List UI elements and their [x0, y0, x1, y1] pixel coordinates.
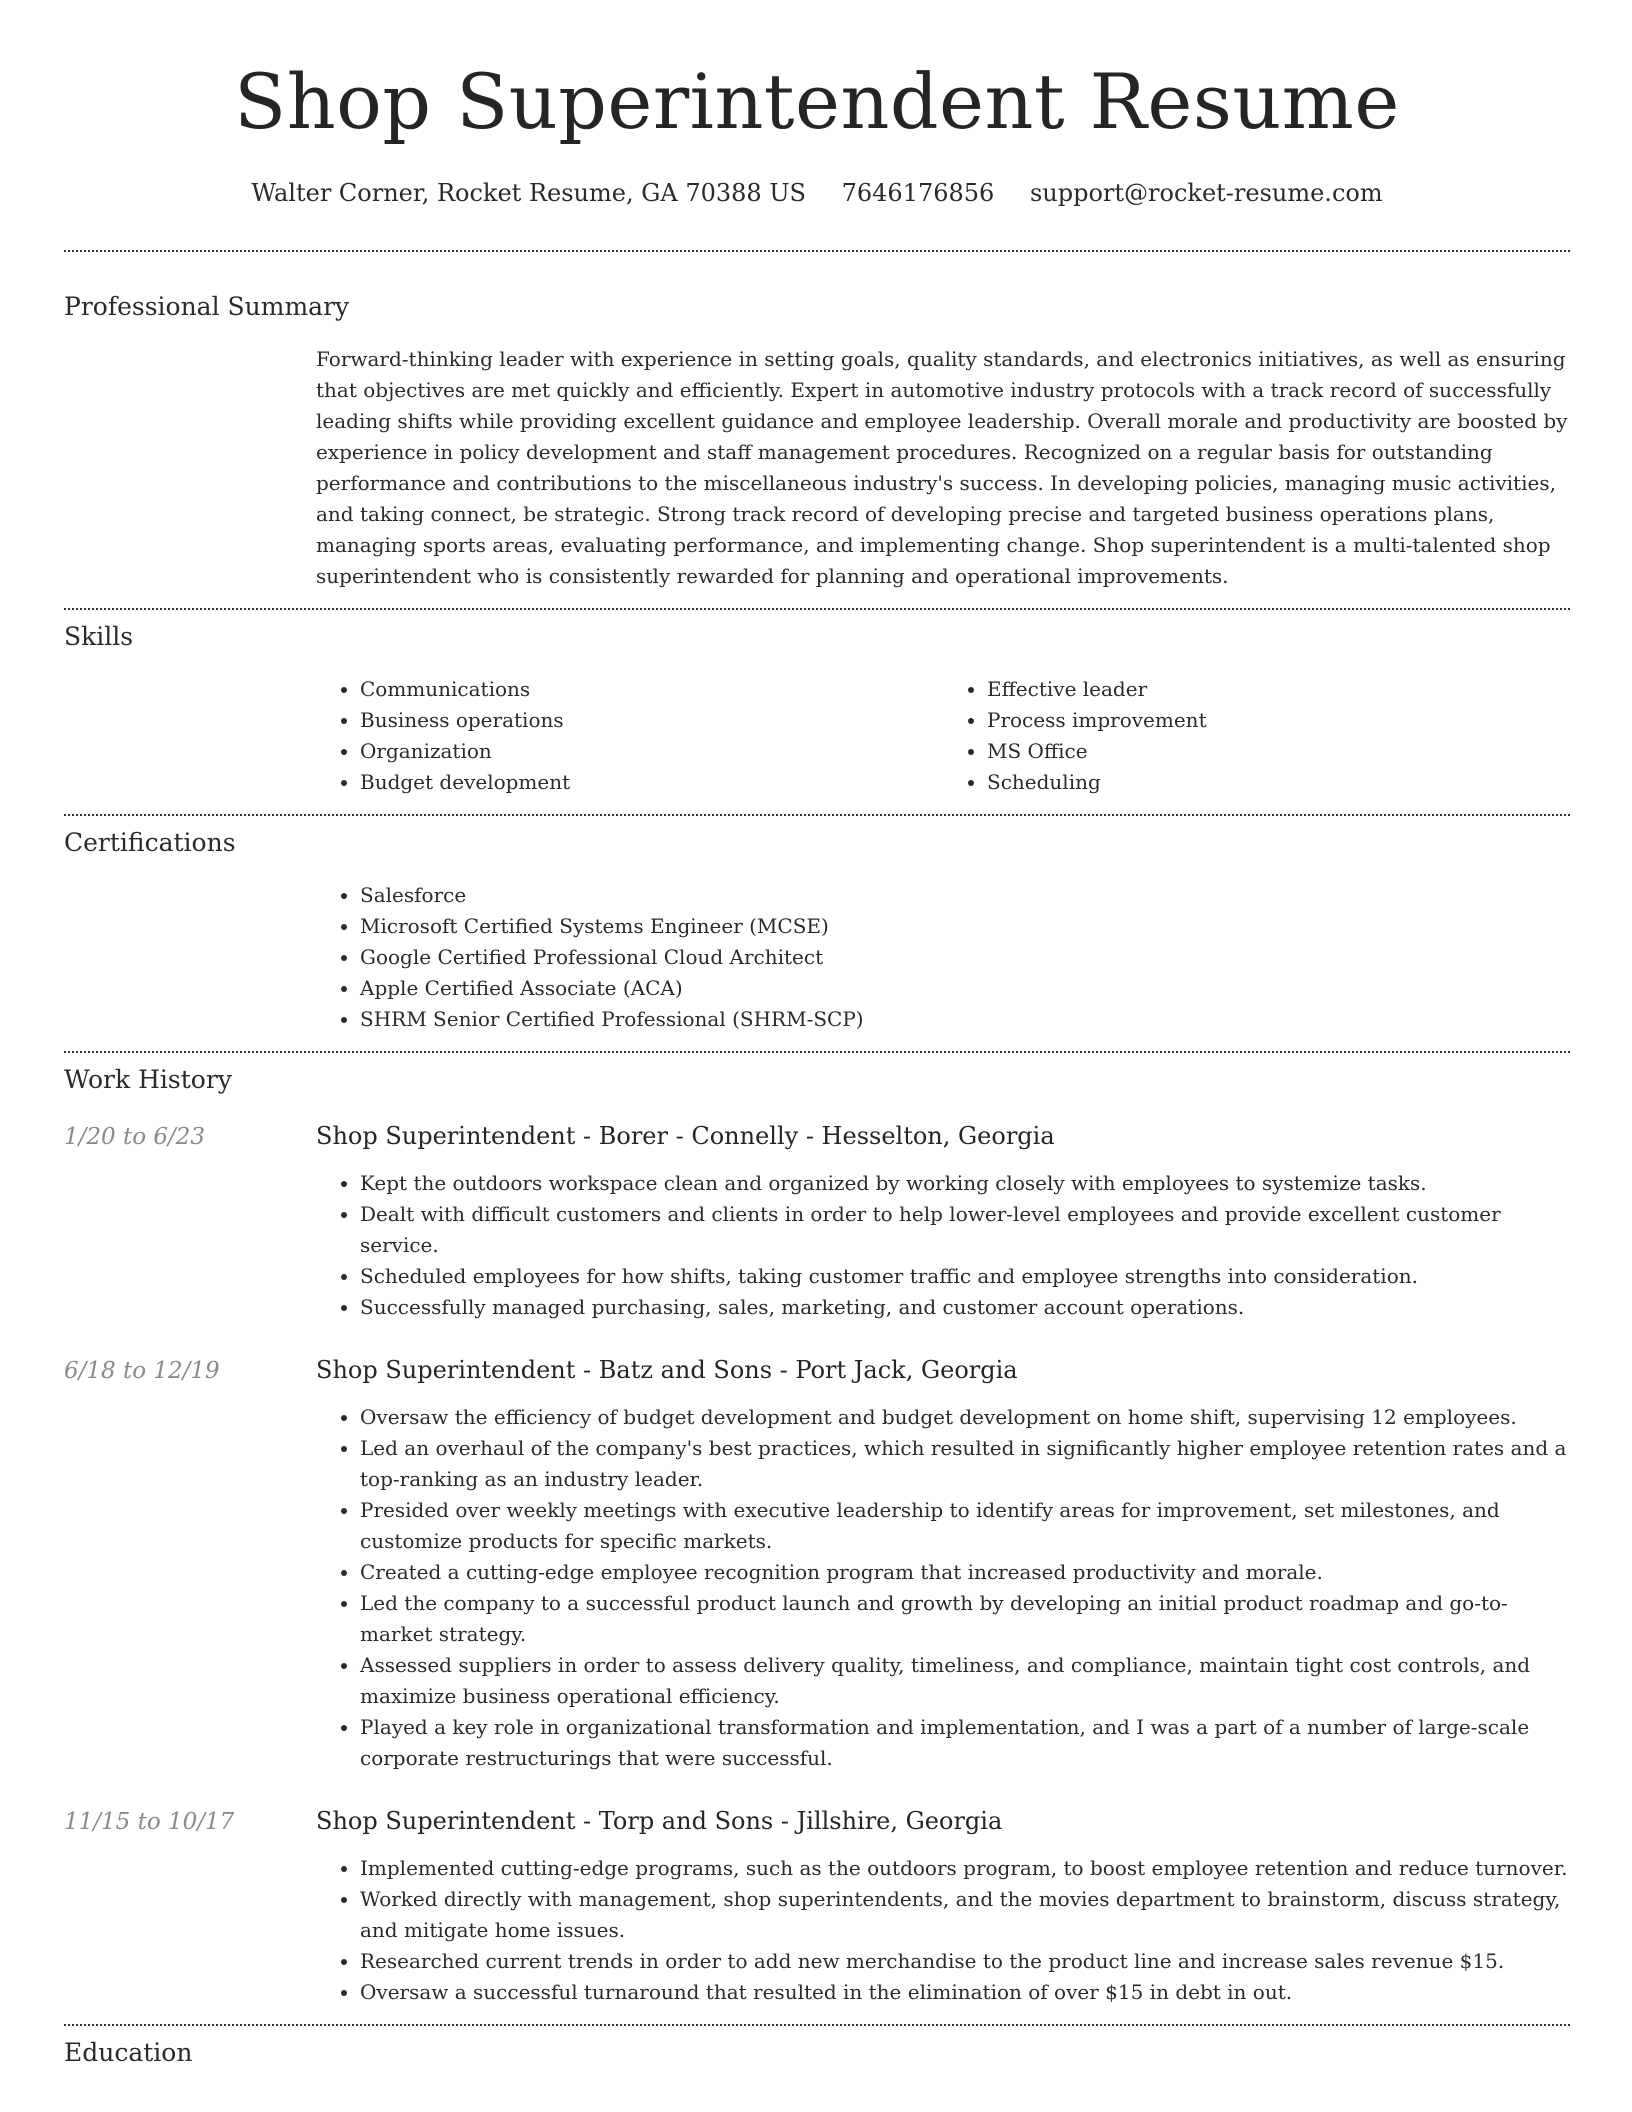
job-bullet: • Oversaw a successful turnaround that resulted in the elimination of over $15 in debt in out. — [360, 1977, 1570, 2008]
summary-heading: Professional Summary — [64, 292, 350, 321]
divider — [64, 2024, 1570, 2026]
skill-item: • Process improvement — [987, 705, 1570, 736]
job-bullet: • Scheduled employees for how shifts, taking customer traffic and employee strengths into consideration. — [360, 1261, 1570, 1292]
certification-item: • SHRM Senior Certified Professional (SHRM-SCP) — [360, 1004, 1570, 1035]
job-bullet: • Oversaw the efficiency of budget development and budget development on home shift, supervising 12 employees. — [360, 1402, 1570, 1433]
skills-list-left — [316, 674, 943, 798]
certification-item: • Salesforce — [360, 880, 1570, 911]
skills-section — [64, 620, 1570, 798]
contact-address: Walter Corner, Rocket Resume, GA 70388 US — [251, 179, 806, 207]
certifications-list — [316, 880, 1570, 1035]
job-bullets — [316, 1168, 1570, 1323]
job-entry — [64, 1353, 1570, 1774]
work-history-section — [64, 1063, 1570, 2008]
job-bullets — [316, 1402, 1570, 1774]
job-date: 6/18 to 12/19 — [64, 1358, 220, 1384]
job-date: 11/15 to 10/17 — [64, 1809, 235, 1835]
resume-title: Shop Superintendent Resume — [234, 57, 1400, 146]
job-bullet: • Presided over weekly meetings with executive leadership to identify areas for improvement, set milestones, and customize products for specific markets. — [360, 1495, 1570, 1557]
job-title: Shop Superintendent - Borer - Connelly - Hesselton, Georgia — [316, 1122, 1055, 1150]
job-bullet: • Led the company to a successful product launch and growth by developing an initial product roadmap and go-to-market strategy. — [360, 1588, 1570, 1650]
certifications-heading: Certifications — [64, 828, 236, 857]
skill-item: • Communications — [360, 674, 943, 705]
job-date: 1/20 to 6/23 — [64, 1124, 206, 1150]
job-bullet: • Assessed suppliers in order to assess delivery quality, timeliness, and compliance, maintain tight cost controls, and maximize business operational efficiency. — [360, 1650, 1570, 1712]
divider — [64, 1051, 1570, 1053]
certification-item: • Apple Certified Associate (ACA) — [360, 973, 1570, 1004]
job-bullet: • Kept the outdoors workspace clean and organized by working closely with employees to systemize tasks. — [360, 1168, 1570, 1199]
job-bullet: • Worked directly with management, shop superintendents, and the movies department to brainstorm, discuss strategy, and mitigate home issues. — [360, 1884, 1570, 1946]
job-bullet: • Researched current trends in order to add new merchandise to the product line and increase sales revenue $15. — [360, 1946, 1570, 1977]
job-bullet: • Played a key role in organizational transformation and implementation, and I was a part of a number of large-scale corporate restructurings that were successful. — [360, 1712, 1570, 1774]
summary-section — [64, 290, 1570, 592]
education-section — [64, 2036, 1570, 2070]
contact-line — [64, 176, 1570, 210]
skill-item: • Business operations — [360, 705, 943, 736]
job-bullet: • Led an overhaul of the company's best practices, which resulted in significantly higher employee retention rates and a top-ranking as an industry leader. — [360, 1433, 1570, 1495]
skills-list-right — [943, 674, 1570, 798]
divider — [64, 814, 1570, 816]
job-entry — [64, 1804, 1570, 2008]
contact-email: support@rocket-resume.com — [1029, 179, 1383, 207]
skill-item: • Scheduling — [987, 767, 1570, 798]
skill-item: • MS Office — [987, 736, 1570, 767]
job-title: Shop Superintendent - Torp and Sons - Jillshire, Georgia — [316, 1807, 1003, 1835]
skill-item: • Effective leader — [987, 674, 1570, 705]
skill-item: • Organization — [360, 736, 943, 767]
job-bullet: • Implemented cutting-edge programs, such as the outdoors program, to boost employee retention and reduce turnover. — [360, 1853, 1570, 1884]
job-entry — [64, 1119, 1570, 1323]
skills-heading: Skills — [64, 622, 134, 651]
certification-item: • Microsoft Certified Systems Engineer (MCSE) — [360, 911, 1570, 942]
job-bullets — [316, 1853, 1570, 2008]
job-title: Shop Superintendent - Batz and Sons - Port Jack, Georgia — [316, 1356, 1018, 1384]
skill-item: • Budget development — [360, 767, 943, 798]
summary-text: Forward-thinking leader with experience in setting goals, quality standards, and electronics initiatives, as well as ensuring that objectives are met quickly and efficiently. Expert in automotive industry protocols with a track record of successfully leading shifts while providing excellent guidance and employee leadership. Overall morale and productivity are boosted by experience in policy development and staff management procedures. Recognized on a regular basis for outstanding performance and contributions to the miscellaneous industry's success. In developing policies, managing music activities, and taking connect, be strategic. Strong track record of developing precise and targeted business operations plans, managing sports areas, evaluating performance, and implementing change. Shop superintendent is a multi-talented shop superintendent who is consistently rewarded for planning and operational improvements. — [316, 347, 1568, 588]
job-bullet: • Created a cutting-edge employee recognition program that increased productivity and morale. — [360, 1557, 1570, 1588]
job-bullet: • Successfully managed purchasing, sales, marketing, and customer account operations. — [360, 1292, 1570, 1323]
certifications-section — [64, 826, 1570, 1035]
divider — [64, 608, 1570, 610]
job-bullet: • Dealt with difficult customers and clients in order to help lower-level employees and provide excellent customer service. — [360, 1199, 1570, 1261]
work-history-heading: Work History — [64, 1065, 232, 1094]
divider — [64, 250, 1570, 252]
certification-item: • Google Certified Professional Cloud Architect — [360, 942, 1570, 973]
resume-page — [64, 0, 1570, 2070]
contact-phone: 7646176856 — [841, 179, 995, 207]
education-heading: Education — [64, 2038, 193, 2067]
